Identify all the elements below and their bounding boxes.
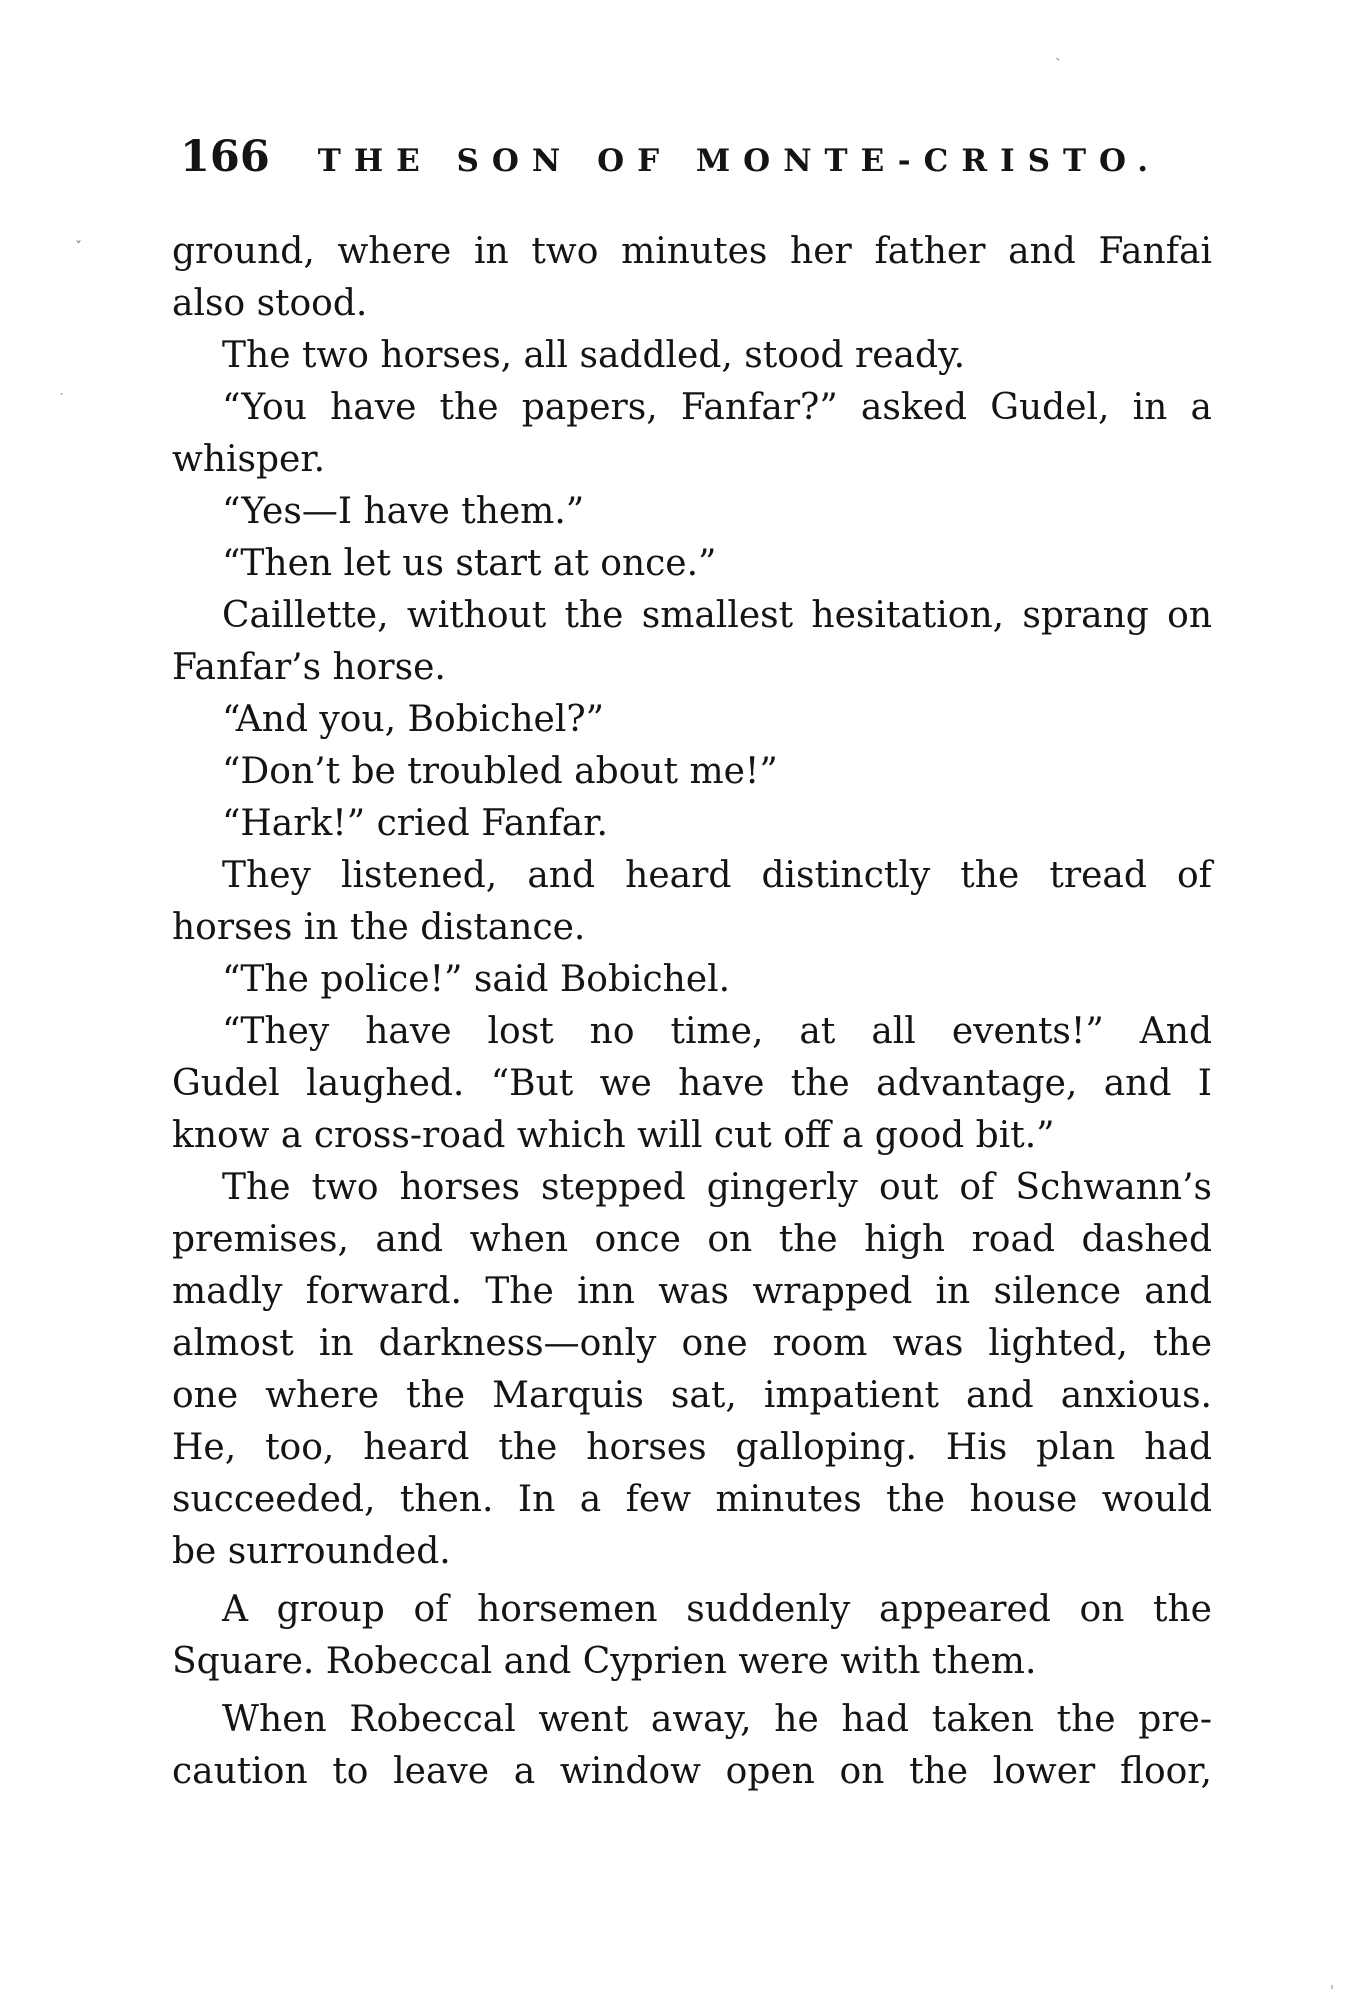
text-line: premises, and when once on the high road dashed bbox=[172, 1219, 1212, 1260]
running-header bbox=[180, 132, 1230, 182]
text-line: “Don’t be troubled about me!” bbox=[222, 751, 778, 792]
text-line: ground, where in two minutes her father and Fanfai bbox=[172, 231, 1212, 272]
text-line: know a cross-road which will cut off a good bit.” bbox=[172, 1115, 1055, 1156]
text-line: He, too, heard the horses galloping. His plan had bbox=[172, 1427, 1212, 1468]
text-line: Caillette, without the smallest hesitation, sprang on bbox=[222, 595, 1212, 636]
text-line: one where the Marquis sat, impatient and anxious. bbox=[172, 1375, 1212, 1416]
text-line: succeeded, then. In a few minutes the house would bbox=[172, 1479, 1212, 1520]
margin-speck: ˙ bbox=[58, 392, 65, 408]
text-line: almost in darkness—only one room was lighted, the bbox=[172, 1323, 1212, 1364]
running-title: THE SON OF MONTE-CRISTO. bbox=[317, 143, 1162, 179]
margin-speck: ˎ bbox=[1055, 45, 1062, 61]
text-line: madly forward. The inn was wrapped in silence and bbox=[172, 1271, 1212, 1312]
text-line: “And you, Bobichel?” bbox=[222, 699, 605, 740]
text-line: caution to leave a window open on the lower floor, bbox=[172, 1751, 1212, 1792]
text-line: “Hark!” cried Fanfar. bbox=[222, 803, 608, 844]
text-line: The two horses stepped gingerly out of Schwann’s bbox=[222, 1167, 1212, 1208]
text-line: “They have lost no time, at all events!” And bbox=[222, 1011, 1212, 1052]
margin-speck: ˌ bbox=[1330, 1975, 1334, 1991]
text-line: “Then let us start at once.” bbox=[222, 543, 717, 584]
text-line: The two horses, all saddled, stood ready. bbox=[222, 335, 966, 376]
text-line: horses in the distance. bbox=[172, 907, 586, 948]
text-line: whisper. bbox=[172, 439, 326, 480]
text-line: When Robeccal went away, he had taken the pre- bbox=[222, 1699, 1212, 1740]
text-line: Gudel laughed. “But we have the advantage, and I bbox=[172, 1063, 1212, 1104]
text-line: They listened, and heard distinctly the tread of bbox=[222, 855, 1212, 896]
text-line: A group of horsemen suddenly appeared on the bbox=[222, 1589, 1212, 1630]
text-line: “The police!” said Bobichel. bbox=[222, 959, 731, 1000]
text-line: “Yes—I have them.” bbox=[222, 491, 585, 532]
margin-speck: ˇ bbox=[75, 240, 82, 256]
text-line: Fanfar’s horse. bbox=[172, 647, 446, 688]
text-line: be surrounded. bbox=[172, 1531, 451, 1572]
text-line: “You have the papers, Fanfar?” asked Gudel, in a bbox=[222, 387, 1212, 428]
text-line: Square. Robeccal and Cyprien were with them. bbox=[172, 1641, 1037, 1682]
page-number: 166 bbox=[180, 132, 270, 182]
text-line: also stood. bbox=[172, 283, 368, 324]
